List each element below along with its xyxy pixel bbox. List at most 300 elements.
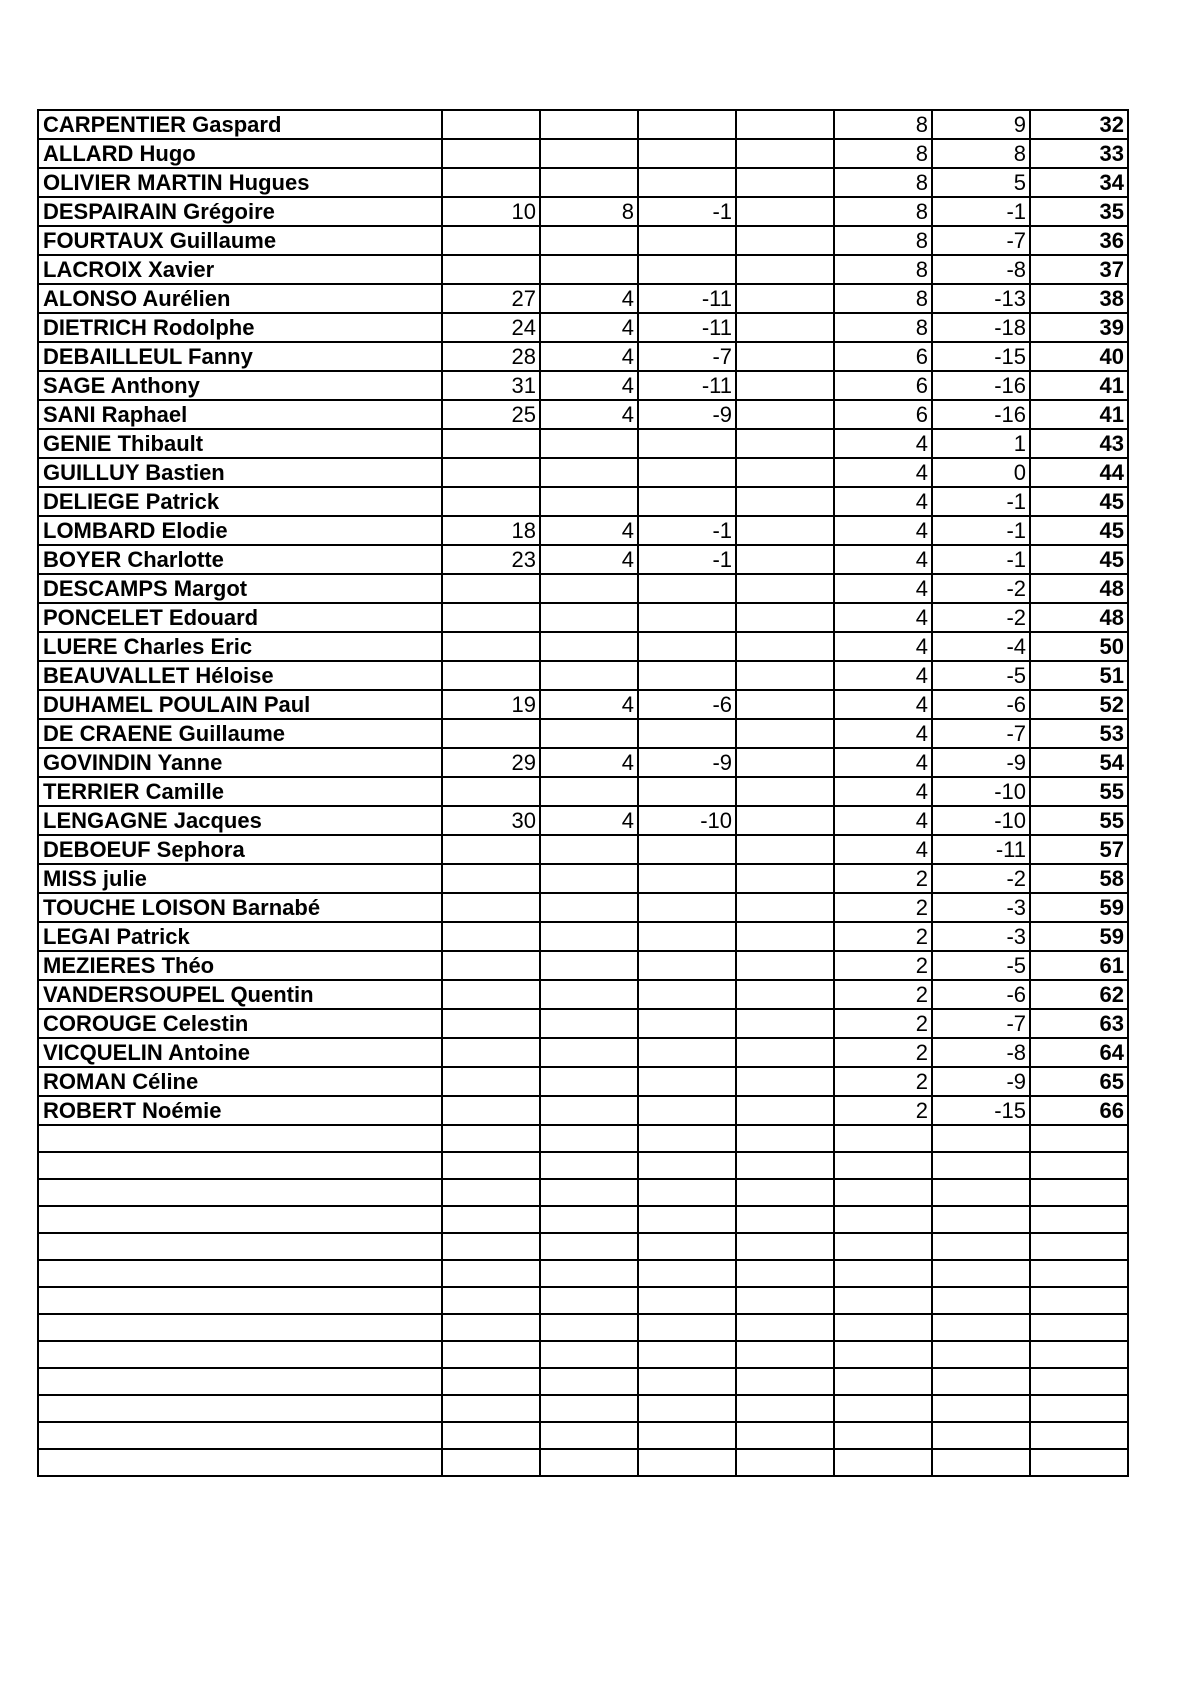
- points-cell: 4: [834, 458, 932, 487]
- value-cell-4: [736, 110, 834, 139]
- rank-cell: 55: [1030, 777, 1128, 806]
- points-cell: 8: [834, 197, 932, 226]
- points-cell: [834, 1125, 932, 1152]
- value-cell-2: [540, 1341, 638, 1368]
- points-cell: 4: [834, 632, 932, 661]
- value-cell-4: [736, 661, 834, 690]
- value-cell-1: [442, 777, 540, 806]
- rank-cell: [1030, 1422, 1128, 1449]
- value-cell-1: [442, 951, 540, 980]
- goal-diff-cell: -11: [932, 835, 1030, 864]
- value-cell-2: [540, 777, 638, 806]
- ranking-table: [37, 109, 1129, 1477]
- value-cell-3: [638, 429, 736, 458]
- value-cell-3: [638, 1287, 736, 1314]
- table-row: [38, 1341, 1128, 1368]
- goal-diff-cell: -16: [932, 400, 1030, 429]
- rank-cell: [1030, 1287, 1128, 1314]
- table-row: [38, 429, 1128, 458]
- player-name-cell: [38, 1449, 442, 1476]
- rank-cell: 50: [1030, 632, 1128, 661]
- points-cell: 4: [834, 487, 932, 516]
- value-cell-1: [442, 168, 540, 197]
- goal-diff-cell: -3: [932, 893, 1030, 922]
- value-cell-4: [736, 1152, 834, 1179]
- points-cell: 8: [834, 284, 932, 313]
- value-cell-1: [442, 255, 540, 284]
- table-row: [38, 1368, 1128, 1395]
- value-cell-1: [442, 226, 540, 255]
- value-cell-3: [638, 835, 736, 864]
- value-cell-3: [638, 1314, 736, 1341]
- value-cell-2: 4: [540, 806, 638, 835]
- rank-cell: 55: [1030, 806, 1128, 835]
- value-cell-4: [736, 1449, 834, 1476]
- goal-diff-cell: [932, 1314, 1030, 1341]
- table-row: [38, 1287, 1128, 1314]
- points-cell: 4: [834, 835, 932, 864]
- value-cell-4: [736, 748, 834, 777]
- value-cell-4: [736, 1206, 834, 1233]
- value-cell-3: [638, 1422, 736, 1449]
- value-cell-3: [638, 574, 736, 603]
- goal-diff-cell: -15: [932, 1096, 1030, 1125]
- table-row: [38, 661, 1128, 690]
- ranking-table-body: [38, 110, 1128, 1476]
- points-cell: 4: [834, 748, 932, 777]
- rank-cell: 34: [1030, 168, 1128, 197]
- value-cell-3: [638, 719, 736, 748]
- value-cell-4: [736, 284, 834, 313]
- value-cell-1: [442, 574, 540, 603]
- table-row: [38, 1125, 1128, 1152]
- rank-cell: 53: [1030, 719, 1128, 748]
- points-cell: [834, 1395, 932, 1422]
- table-row: [38, 139, 1128, 168]
- points-cell: 2: [834, 1038, 932, 1067]
- value-cell-3: [638, 1260, 736, 1287]
- value-cell-3: [638, 1395, 736, 1422]
- goal-diff-cell: [932, 1287, 1030, 1314]
- player-name-cell: DUHAMEL POULAIN Paul: [38, 690, 442, 719]
- value-cell-2: 8: [540, 197, 638, 226]
- value-cell-2: [540, 922, 638, 951]
- goal-diff-cell: 1: [932, 429, 1030, 458]
- points-cell: 2: [834, 1009, 932, 1038]
- points-cell: [834, 1206, 932, 1233]
- rank-cell: 41: [1030, 400, 1128, 429]
- value-cell-2: [540, 951, 638, 980]
- value-cell-1: 30: [442, 806, 540, 835]
- value-cell-1: [442, 835, 540, 864]
- table-row: [38, 603, 1128, 632]
- rank-cell: 54: [1030, 748, 1128, 777]
- table-row: [38, 632, 1128, 661]
- value-cell-3: [638, 1233, 736, 1260]
- value-cell-3: -10: [638, 806, 736, 835]
- points-cell: 8: [834, 313, 932, 342]
- points-cell: 6: [834, 371, 932, 400]
- rank-cell: 58: [1030, 864, 1128, 893]
- player-name-cell: MISS julie: [38, 864, 442, 893]
- value-cell-3: -7: [638, 342, 736, 371]
- value-cell-3: [638, 661, 736, 690]
- value-cell-4: [736, 835, 834, 864]
- value-cell-3: [638, 777, 736, 806]
- points-cell: 8: [834, 168, 932, 197]
- table-row: [38, 1233, 1128, 1260]
- value-cell-1: 24: [442, 313, 540, 342]
- value-cell-1: 27: [442, 284, 540, 313]
- rank-cell: 48: [1030, 603, 1128, 632]
- points-cell: 4: [834, 574, 932, 603]
- table-row: [38, 168, 1128, 197]
- value-cell-4: [736, 574, 834, 603]
- value-cell-3: [638, 864, 736, 893]
- goal-diff-cell: [932, 1125, 1030, 1152]
- table-row: [38, 1395, 1128, 1422]
- value-cell-3: [638, 603, 736, 632]
- value-cell-1: [442, 1449, 540, 1476]
- player-name-cell: [38, 1233, 442, 1260]
- player-name-cell: [38, 1152, 442, 1179]
- goal-diff-cell: -3: [932, 922, 1030, 951]
- value-cell-2: [540, 1125, 638, 1152]
- table-row: [38, 1067, 1128, 1096]
- value-cell-2: 4: [540, 516, 638, 545]
- rank-cell: 38: [1030, 284, 1128, 313]
- value-cell-3: [638, 255, 736, 284]
- value-cell-2: [540, 1096, 638, 1125]
- rank-cell: 37: [1030, 255, 1128, 284]
- value-cell-4: [736, 632, 834, 661]
- goal-diff-cell: -2: [932, 574, 1030, 603]
- goal-diff-cell: 0: [932, 458, 1030, 487]
- rank-cell: 64: [1030, 1038, 1128, 1067]
- value-cell-3: [638, 1096, 736, 1125]
- value-cell-1: [442, 1260, 540, 1287]
- value-cell-4: [736, 226, 834, 255]
- value-cell-4: [736, 1395, 834, 1422]
- player-name-cell: COROUGE Celestin: [38, 1009, 442, 1038]
- value-cell-2: [540, 632, 638, 661]
- player-name-cell: DESPAIRAIN Grégoire: [38, 197, 442, 226]
- rank-cell: 33: [1030, 139, 1128, 168]
- value-cell-3: [638, 951, 736, 980]
- value-cell-1: 25: [442, 400, 540, 429]
- player-name-cell: TOUCHE LOISON Barnabé: [38, 893, 442, 922]
- value-cell-4: [736, 371, 834, 400]
- rank-cell: 39: [1030, 313, 1128, 342]
- value-cell-3: [638, 922, 736, 951]
- player-name-cell: GUILLUY Bastien: [38, 458, 442, 487]
- value-cell-3: -1: [638, 197, 736, 226]
- value-cell-4: [736, 1287, 834, 1314]
- value-cell-4: [736, 980, 834, 1009]
- value-cell-3: -1: [638, 516, 736, 545]
- value-cell-2: [540, 835, 638, 864]
- points-cell: 2: [834, 922, 932, 951]
- value-cell-1: [442, 719, 540, 748]
- points-cell: 4: [834, 690, 932, 719]
- goal-diff-cell: -2: [932, 603, 1030, 632]
- value-cell-1: [442, 632, 540, 661]
- goal-diff-cell: [932, 1395, 1030, 1422]
- value-cell-3: [638, 139, 736, 168]
- points-cell: [834, 1233, 932, 1260]
- rank-cell: 61: [1030, 951, 1128, 980]
- table-row: [38, 922, 1128, 951]
- value-cell-2: 4: [540, 545, 638, 574]
- value-cell-4: [736, 1179, 834, 1206]
- player-name-cell: [38, 1206, 442, 1233]
- value-cell-1: 18: [442, 516, 540, 545]
- table-row: [38, 574, 1128, 603]
- rank-cell: 48: [1030, 574, 1128, 603]
- goal-diff-cell: -7: [932, 226, 1030, 255]
- value-cell-1: 29: [442, 748, 540, 777]
- table-row: [38, 371, 1128, 400]
- value-cell-1: [442, 1368, 540, 1395]
- value-cell-1: [442, 1395, 540, 1422]
- value-cell-4: [736, 139, 834, 168]
- value-cell-4: [736, 458, 834, 487]
- value-cell-4: [736, 168, 834, 197]
- points-cell: 4: [834, 777, 932, 806]
- goal-diff-cell: [932, 1341, 1030, 1368]
- player-name-cell: [38, 1341, 442, 1368]
- value-cell-4: [736, 545, 834, 574]
- points-cell: [834, 1179, 932, 1206]
- value-cell-2: 4: [540, 748, 638, 777]
- value-cell-1: [442, 1233, 540, 1260]
- points-cell: 8: [834, 139, 932, 168]
- table-row: [38, 1206, 1128, 1233]
- value-cell-1: [442, 1009, 540, 1038]
- value-cell-4: [736, 777, 834, 806]
- value-cell-2: 4: [540, 371, 638, 400]
- rank-cell: [1030, 1233, 1128, 1260]
- goal-diff-cell: -10: [932, 806, 1030, 835]
- points-cell: 2: [834, 1067, 932, 1096]
- value-cell-2: [540, 1368, 638, 1395]
- value-cell-3: [638, 168, 736, 197]
- value-cell-4: [736, 1009, 834, 1038]
- value-cell-1: 23: [442, 545, 540, 574]
- value-cell-1: [442, 458, 540, 487]
- value-cell-3: [638, 893, 736, 922]
- value-cell-1: [442, 487, 540, 516]
- value-cell-4: [736, 429, 834, 458]
- goal-diff-cell: -2: [932, 864, 1030, 893]
- value-cell-4: [736, 690, 834, 719]
- value-cell-4: [736, 719, 834, 748]
- table-row: [38, 777, 1128, 806]
- points-cell: 2: [834, 951, 932, 980]
- value-cell-3: [638, 1125, 736, 1152]
- points-cell: 8: [834, 255, 932, 284]
- rank-cell: 41: [1030, 371, 1128, 400]
- value-cell-4: [736, 313, 834, 342]
- value-cell-3: [638, 1179, 736, 1206]
- table-row: [38, 1422, 1128, 1449]
- value-cell-3: -11: [638, 313, 736, 342]
- table-row: [38, 806, 1128, 835]
- goal-diff-cell: -5: [932, 661, 1030, 690]
- value-cell-4: [736, 806, 834, 835]
- player-name-cell: BOYER Charlotte: [38, 545, 442, 574]
- rank-cell: [1030, 1368, 1128, 1395]
- table-row: [38, 864, 1128, 893]
- value-cell-2: [540, 110, 638, 139]
- table-row: [38, 1314, 1128, 1341]
- player-name-cell: LOMBARD Elodie: [38, 516, 442, 545]
- value-cell-4: [736, 1260, 834, 1287]
- value-cell-4: [736, 1368, 834, 1395]
- player-name-cell: SAGE Anthony: [38, 371, 442, 400]
- rank-cell: 65: [1030, 1067, 1128, 1096]
- value-cell-3: -1: [638, 545, 736, 574]
- goal-diff-cell: -7: [932, 1009, 1030, 1038]
- value-cell-4: [736, 951, 834, 980]
- value-cell-2: [540, 255, 638, 284]
- rank-cell: [1030, 1260, 1128, 1287]
- points-cell: 4: [834, 516, 932, 545]
- value-cell-2: [540, 1233, 638, 1260]
- value-cell-4: [736, 922, 834, 951]
- value-cell-1: [442, 603, 540, 632]
- goal-diff-cell: -1: [932, 197, 1030, 226]
- points-cell: 6: [834, 342, 932, 371]
- value-cell-1: [442, 980, 540, 1009]
- player-name-cell: [38, 1287, 442, 1314]
- goal-diff-cell: -8: [932, 1038, 1030, 1067]
- points-cell: 8: [834, 226, 932, 255]
- rank-cell: 32: [1030, 110, 1128, 139]
- rank-cell: [1030, 1206, 1128, 1233]
- value-cell-3: [638, 226, 736, 255]
- table-row: [38, 1179, 1128, 1206]
- rank-cell: 35: [1030, 197, 1128, 226]
- value-cell-3: [638, 110, 736, 139]
- points-cell: 2: [834, 864, 932, 893]
- value-cell-3: -11: [638, 371, 736, 400]
- table-row: [38, 719, 1128, 748]
- value-cell-1: [442, 1287, 540, 1314]
- goal-diff-cell: [932, 1368, 1030, 1395]
- points-cell: 4: [834, 603, 932, 632]
- value-cell-2: [540, 719, 638, 748]
- player-name-cell: DIETRICH Rodolphe: [38, 313, 442, 342]
- table-row: [38, 1096, 1128, 1125]
- goal-diff-cell: -6: [932, 690, 1030, 719]
- value-cell-1: [442, 922, 540, 951]
- points-cell: [834, 1260, 932, 1287]
- player-name-cell: GOVINDIN Yanne: [38, 748, 442, 777]
- value-cell-2: [540, 1067, 638, 1096]
- value-cell-2: [540, 1038, 638, 1067]
- points-cell: [834, 1314, 932, 1341]
- value-cell-2: 4: [540, 342, 638, 371]
- goal-diff-cell: -9: [932, 748, 1030, 777]
- player-name-cell: ALONSO Aurélien: [38, 284, 442, 313]
- points-cell: [834, 1287, 932, 1314]
- table-row: [38, 893, 1128, 922]
- value-cell-3: -9: [638, 400, 736, 429]
- goal-diff-cell: -6: [932, 980, 1030, 1009]
- value-cell-1: [442, 110, 540, 139]
- goal-diff-cell: 9: [932, 110, 1030, 139]
- value-cell-2: [540, 1395, 638, 1422]
- value-cell-2: [540, 1314, 638, 1341]
- points-cell: 2: [834, 1096, 932, 1125]
- table-row: [38, 545, 1128, 574]
- value-cell-3: [638, 1152, 736, 1179]
- value-cell-2: [540, 1449, 638, 1476]
- player-name-cell: ALLARD Hugo: [38, 139, 442, 168]
- value-cell-3: -6: [638, 690, 736, 719]
- player-name-cell: [38, 1368, 442, 1395]
- player-name-cell: BEAUVALLET Héloise: [38, 661, 442, 690]
- player-name-cell: OLIVIER MARTIN Hugues: [38, 168, 442, 197]
- rank-cell: 59: [1030, 893, 1128, 922]
- goal-diff-cell: [932, 1449, 1030, 1476]
- player-name-cell: GENIE Thibault: [38, 429, 442, 458]
- value-cell-3: [638, 1341, 736, 1368]
- table-row: [38, 487, 1128, 516]
- value-cell-2: 4: [540, 284, 638, 313]
- value-cell-1: [442, 1038, 540, 1067]
- value-cell-2: [540, 1422, 638, 1449]
- value-cell-2: [540, 574, 638, 603]
- player-name-cell: VANDERSOUPEL Quentin: [38, 980, 442, 1009]
- goal-diff-cell: -16: [932, 371, 1030, 400]
- player-name-cell: [38, 1314, 442, 1341]
- points-cell: 4: [834, 429, 932, 458]
- rank-cell: 43: [1030, 429, 1128, 458]
- rank-cell: 66: [1030, 1096, 1128, 1125]
- rank-cell: 45: [1030, 487, 1128, 516]
- points-cell: [834, 1341, 932, 1368]
- value-cell-2: [540, 168, 638, 197]
- value-cell-4: [736, 603, 834, 632]
- goal-diff-cell: -18: [932, 313, 1030, 342]
- value-cell-4: [736, 1125, 834, 1152]
- goal-diff-cell: -1: [932, 487, 1030, 516]
- value-cell-2: [540, 1179, 638, 1206]
- goal-diff-cell: 8: [932, 139, 1030, 168]
- value-cell-4: [736, 1096, 834, 1125]
- value-cell-3: [638, 1449, 736, 1476]
- table-row: [38, 197, 1128, 226]
- value-cell-4: [736, 1341, 834, 1368]
- value-cell-4: [736, 400, 834, 429]
- rank-cell: 44: [1030, 458, 1128, 487]
- value-cell-2: [540, 980, 638, 1009]
- player-name-cell: FOURTAUX Guillaume: [38, 226, 442, 255]
- player-name-cell: DE CRAENE Guillaume: [38, 719, 442, 748]
- value-cell-2: [540, 1206, 638, 1233]
- table-row: [38, 313, 1128, 342]
- points-cell: 4: [834, 661, 932, 690]
- value-cell-3: -11: [638, 284, 736, 313]
- value-cell-3: [638, 1368, 736, 1395]
- value-cell-4: [736, 1314, 834, 1341]
- rank-cell: [1030, 1341, 1128, 1368]
- player-name-cell: ROMAN Céline: [38, 1067, 442, 1096]
- value-cell-2: [540, 1009, 638, 1038]
- value-cell-1: 28: [442, 342, 540, 371]
